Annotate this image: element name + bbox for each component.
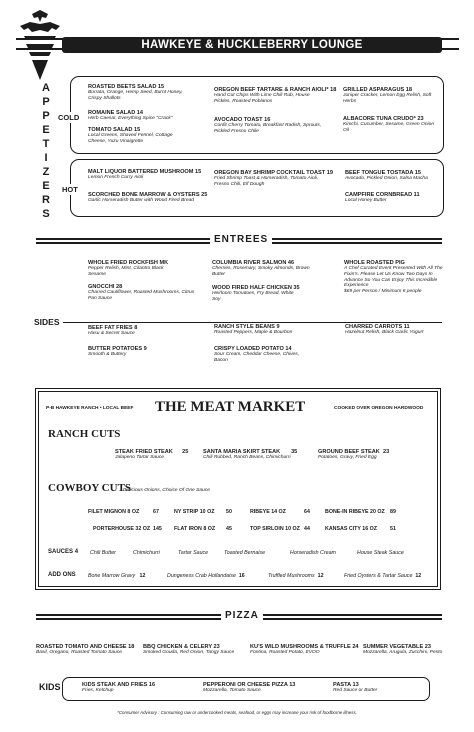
- add-on-item: [268, 573, 324, 579]
- item-description: Heirloom Tomatoes, Fry Bread, White Soy: [212, 291, 294, 303]
- item-name: KU'S WILD MUSHROOMS & TRUFFLE 24: [250, 644, 359, 650]
- cut-name: FILET MIGNON 8 OZ: [88, 509, 140, 515]
- item-name: BEEF FAT FRIES 8: [88, 325, 138, 331]
- menu-item: [203, 449, 297, 461]
- item-description: Lemon French Curry Aioli: [88, 175, 144, 181]
- item-description: Burrata, Orange, Hemp Seed, Burnt Honey, Crispy Shallots: [88, 90, 183, 102]
- appetizers-letter: T: [42, 138, 50, 150]
- cut-price: 145: [153, 526, 162, 532]
- menu-item: [203, 682, 295, 694]
- appetizers-letter: I: [44, 152, 48, 164]
- meat-market-title: THE MEAT MARKET: [155, 399, 306, 415]
- item-name: GRILLED ASPARAGUS 18: [343, 87, 412, 93]
- item-name: ROASTED BEETS SALAD 15: [88, 84, 165, 90]
- appetizers-letter: P: [42, 110, 50, 122]
- item-description: Red Sauce or Butter: [333, 688, 378, 694]
- item-name: BUTTER POTATOES 9: [88, 346, 147, 352]
- item-name: TOMATO SALAD 15: [88, 127, 141, 133]
- item-description: Smoked Gouda, Red Onion, Tangy Sauce: [143, 650, 235, 656]
- item-name: PASTA 13: [333, 682, 359, 688]
- item-name: SCORCHED BONE MARROW & OYSTERS 25: [88, 192, 208, 198]
- cut-name: KANSAS CITY 16 OZ: [325, 526, 377, 532]
- add-on-price: 12: [415, 573, 422, 579]
- item-description: Hand Cut Chips With Lime Chili Rub, House Pickles, Roasted Poblanos: [214, 93, 310, 105]
- entrees-title: ENTREES: [210, 234, 272, 245]
- sauces-label: [48, 549, 78, 555]
- item-price-note: $69 per Person / Minimum 6 people: [344, 288, 422, 294]
- menu-item: [333, 682, 377, 694]
- sauce-item: House Steak Sauce: [357, 550, 404, 556]
- menu-item: [88, 325, 137, 337]
- menu-item: [363, 644, 442, 656]
- hot-label: HOT: [62, 185, 78, 194]
- add-on-name: Bone Marrow Gravy: [88, 573, 136, 579]
- cut-name: BONE-IN RIBEYE 20 OZ: [325, 509, 385, 515]
- item-name: GNOCCHI 28: [88, 284, 123, 290]
- item-name: ROASTED TOMATO AND CHEESE 18: [36, 644, 135, 650]
- item-price: 23: [382, 449, 390, 455]
- add-on-item: [88, 573, 145, 579]
- item-description: Mozzarella, Tomato Sauce: [203, 688, 261, 694]
- sauce-item: Chimichurri: [133, 550, 160, 556]
- item-name: ALBACORE TUNA CRUDO* 23: [343, 116, 424, 122]
- menu-item: [343, 116, 435, 134]
- consumer-advisory: *Consumer Advisory : Consuming raw or undercooked meats, seafood, or eggs may increase your risk of foodborne illness.: [117, 710, 357, 715]
- cut-price: 45: [226, 526, 232, 532]
- kids-label: KIDS: [39, 682, 61, 692]
- menu-item: [343, 87, 433, 105]
- menu-item: [115, 449, 188, 461]
- item-name: WHOLE FRIED ROCKFISH MK: [88, 260, 169, 266]
- cut-price: 44: [304, 526, 310, 532]
- item-price: 35: [291, 449, 298, 455]
- cowboy-cuts-label: COWBOY CUTS: [48, 482, 132, 494]
- cut-name: PORTERHOUSE 32 OZ: [93, 526, 151, 532]
- appetizers-letter: P: [42, 96, 50, 108]
- meat-market-right-caption: COOKED OVER OREGON HARDWOOD: [334, 406, 424, 411]
- cut-name: TOP SIRLOIN 10 OZ: [250, 526, 300, 532]
- item-name: BEEF TONGUE TOSTADA 15: [345, 170, 421, 176]
- item-name: PEPPERONI OR CHEESE PIZZA 13: [203, 682, 296, 688]
- item-description: Jalapeno Tartar Sauce: [115, 455, 165, 461]
- sauces-label-text: SAUCES: [48, 549, 74, 555]
- menu-item: [212, 260, 322, 278]
- item-name: BBQ CHICKEN & CELERY 23: [143, 644, 220, 650]
- item-description: Local Honey Butter: [345, 198, 387, 204]
- cut-item: [325, 509, 385, 515]
- item-description: Garlic Horseradish Butter with Wood Fired Bread: [88, 198, 195, 204]
- item-name: STEAK FRIED STEAK: [115, 449, 173, 455]
- menu-item: [214, 87, 336, 105]
- menu-item: [345, 324, 423, 336]
- meat-market-left-caption: P-B HAWKEYE RANCH • LOCAL BEEF: [46, 406, 134, 411]
- item-description: Cherries, Rosemary, Smoky Almonds, Brown Butter: [212, 266, 310, 278]
- hawk-logo-icon: [18, 8, 62, 84]
- menu-item: [88, 84, 188, 102]
- item-description: Roasted Peppers, Maple & Bourbon: [214, 330, 293, 336]
- cut-name: RIBEYE 14 OZ: [250, 509, 286, 515]
- cut-item: [325, 526, 377, 532]
- menu-item: [88, 127, 188, 145]
- appetizers-letter: E: [42, 124, 50, 136]
- cut-name: FLAT IRON 8 OZ: [174, 526, 216, 532]
- item-description: Mozzarella, Arugula, Zucchini, Pesto: [363, 650, 443, 656]
- item-description: Juniper Cracker, Lemon Egg Relish, Soft Herbs: [343, 93, 432, 105]
- menu-item: [250, 644, 359, 656]
- appetizers-letter: A: [42, 82, 50, 94]
- menu-item: [214, 170, 334, 188]
- item-name: RANCH STYLE BEANS 9: [214, 324, 280, 330]
- cut-price: 64: [304, 509, 310, 515]
- add-on-item: [344, 573, 421, 579]
- menu-item: [82, 682, 155, 694]
- menu-item: [88, 260, 168, 278]
- ranch-cuts-label: RANCH CUTS: [48, 428, 121, 440]
- cold-label: COLD: [58, 113, 80, 122]
- item-name: CRISPY LOADED POTATO 14: [214, 346, 292, 352]
- menu-item: [214, 324, 292, 336]
- menu-item: [345, 192, 420, 204]
- menu-item: [88, 110, 172, 122]
- item-name: CHARRED CARROTS 11: [345, 324, 410, 330]
- cowboy-cuts-note: Delicious Onions, Choice Of One Sauce: [123, 488, 210, 493]
- appetizers-letter: R: [42, 194, 50, 206]
- menu-item: [88, 284, 198, 302]
- item-description: Chili Rubbed, Ranch Beans, Chimichurri: [203, 455, 291, 461]
- add-on-price: 12: [139, 573, 146, 579]
- add-on-name: Dungeness Crab Hollandaise: [167, 573, 236, 579]
- item-description: Local Greens, Shaved Fennel, Cottage Cheese, Yuzu Vinaigrette: [88, 133, 173, 145]
- item-name: SUMMER VEGETABLE 23: [363, 644, 431, 650]
- menu-item: [88, 192, 207, 204]
- menu-item: [318, 449, 389, 461]
- cut-item: [250, 509, 286, 515]
- item-name: WHOLE ROASTED PIG: [344, 260, 405, 266]
- item-name: COLUMBIA RIVER SALMON 46: [212, 260, 295, 266]
- cut-price: 50: [226, 509, 232, 515]
- appetizers-letter: E: [42, 180, 50, 192]
- item-name: OREGON BAY SHRIMP COCKTAIL TOAST 19: [214, 170, 333, 176]
- menu-item: [36, 644, 134, 656]
- cut-item: [250, 526, 300, 532]
- sauce-item: Chili Butter: [90, 550, 116, 556]
- item-description: Hazelnut Relish, Black Garlic Yogurt: [345, 330, 424, 336]
- add-on-price: 12: [317, 573, 324, 579]
- menu-item: [88, 346, 147, 358]
- item-description: Avocado, Pickled Onion, Salsa Macha: [345, 176, 428, 182]
- menu-item: [345, 170, 428, 182]
- add-on-price: 16: [238, 573, 245, 579]
- menu-item: [212, 285, 302, 303]
- item-description: Fried Shrimp Toast & Horseradish, Tomato Aioli, Fresno Chili, Elf Dough: [214, 176, 319, 188]
- item-description: Hasu & Secret Sauce: [88, 331, 135, 337]
- pizza-title: PIZZA: [221, 610, 263, 621]
- item-description: A Chef Curated Event Presented With All The Fixin's. Please Let Us Know Two Days In Advance So You Can Enjoy This Incredible Experience: [344, 266, 443, 289]
- item-price: 25: [182, 449, 189, 455]
- item-description: Fries, Ketchup: [82, 688, 114, 694]
- cut-item: [174, 509, 214, 515]
- add-on-item: [167, 573, 245, 579]
- menu-item: [143, 644, 234, 656]
- appetizers-letter: S: [42, 208, 50, 220]
- appetizers-letter: Z: [42, 166, 50, 178]
- item-description: Charred Cauliflower, Roasted Mushrooms, Citrus Pan Sauce: [88, 290, 195, 302]
- item-description: Kimchi, Cucumber, Sesame, Green Onion Oil: [343, 122, 435, 134]
- item-name: CAMPFIRE CORNBREAD 11: [345, 192, 420, 198]
- item-name: SANTA MARIA SKIRT STEAK: [203, 449, 281, 455]
- item-name: ROMAINE SALAD 14: [88, 110, 144, 116]
- cut-item: [174, 526, 215, 532]
- item-name: AVOCADO TOAST 16: [214, 117, 271, 123]
- menu-item: [214, 117, 324, 135]
- add-ons-label: ADD ONS: [48, 572, 76, 578]
- item-description: Pepper Relish, Mint, Cilantro Black Sesame: [88, 266, 164, 278]
- sauce-item: Tartar Sauce: [178, 550, 209, 556]
- cut-item: [93, 526, 150, 532]
- item-name: OREGON BEEF TARTARE & RANCH AIOLI* 18: [214, 87, 337, 93]
- sauce-item: Toasted Bernaise: [224, 550, 266, 556]
- menu-item: [88, 169, 201, 181]
- sides-label: SIDES: [34, 317, 63, 327]
- item-description: Smooth & Buttery: [88, 352, 127, 358]
- add-on-name: Fried Oysters & Tartar Sauce: [344, 573, 413, 579]
- item-name: MALT LIQUOR BATTERED MUSHROOM 15: [88, 169, 202, 175]
- sauce-item: Horseradish Cream: [290, 550, 336, 556]
- item-description: Basil, Oregano, Roasted Tomato Sauce: [36, 650, 122, 656]
- sauces-price: 4: [74, 549, 79, 555]
- item-description: Sour Cream, Cheddar Cheese, Chives, Bacon: [214, 352, 300, 364]
- cut-price: 67: [153, 509, 159, 515]
- restaurant-title: HAWKEYE & HUCKLEBERRY LOUNGE: [141, 39, 363, 51]
- cut-item: [88, 509, 139, 515]
- hot-appetizers-box: [70, 159, 444, 217]
- cut-price: 89: [390, 509, 396, 515]
- item-name: WOOD FIRED HALF CHICKEN 35: [212, 285, 300, 291]
- item-name: GROUND BEEF STEAK: [318, 449, 380, 455]
- menu-item: [344, 260, 444, 295]
- add-on-name: Truffled Mushrooms: [268, 573, 315, 579]
- item-description: Herb Caesar, Everything Spice "Crack": [88, 116, 173, 122]
- menu-item: [214, 346, 310, 364]
- item-name: KIDS STEAK AND FRIES 16: [82, 682, 156, 688]
- cut-price: 51: [390, 526, 396, 532]
- item-description: Potatoes, Gravy, Fried Egg: [318, 455, 377, 461]
- cut-name: NY STRIP 10 OZ: [174, 509, 215, 515]
- item-description: Confit Cherry Tomato, Breakfast Radish, Sprouts, Pickled Fresno Chile: [214, 123, 322, 135]
- item-description: Fontina, Roasted Potato, EVOO: [250, 650, 320, 656]
